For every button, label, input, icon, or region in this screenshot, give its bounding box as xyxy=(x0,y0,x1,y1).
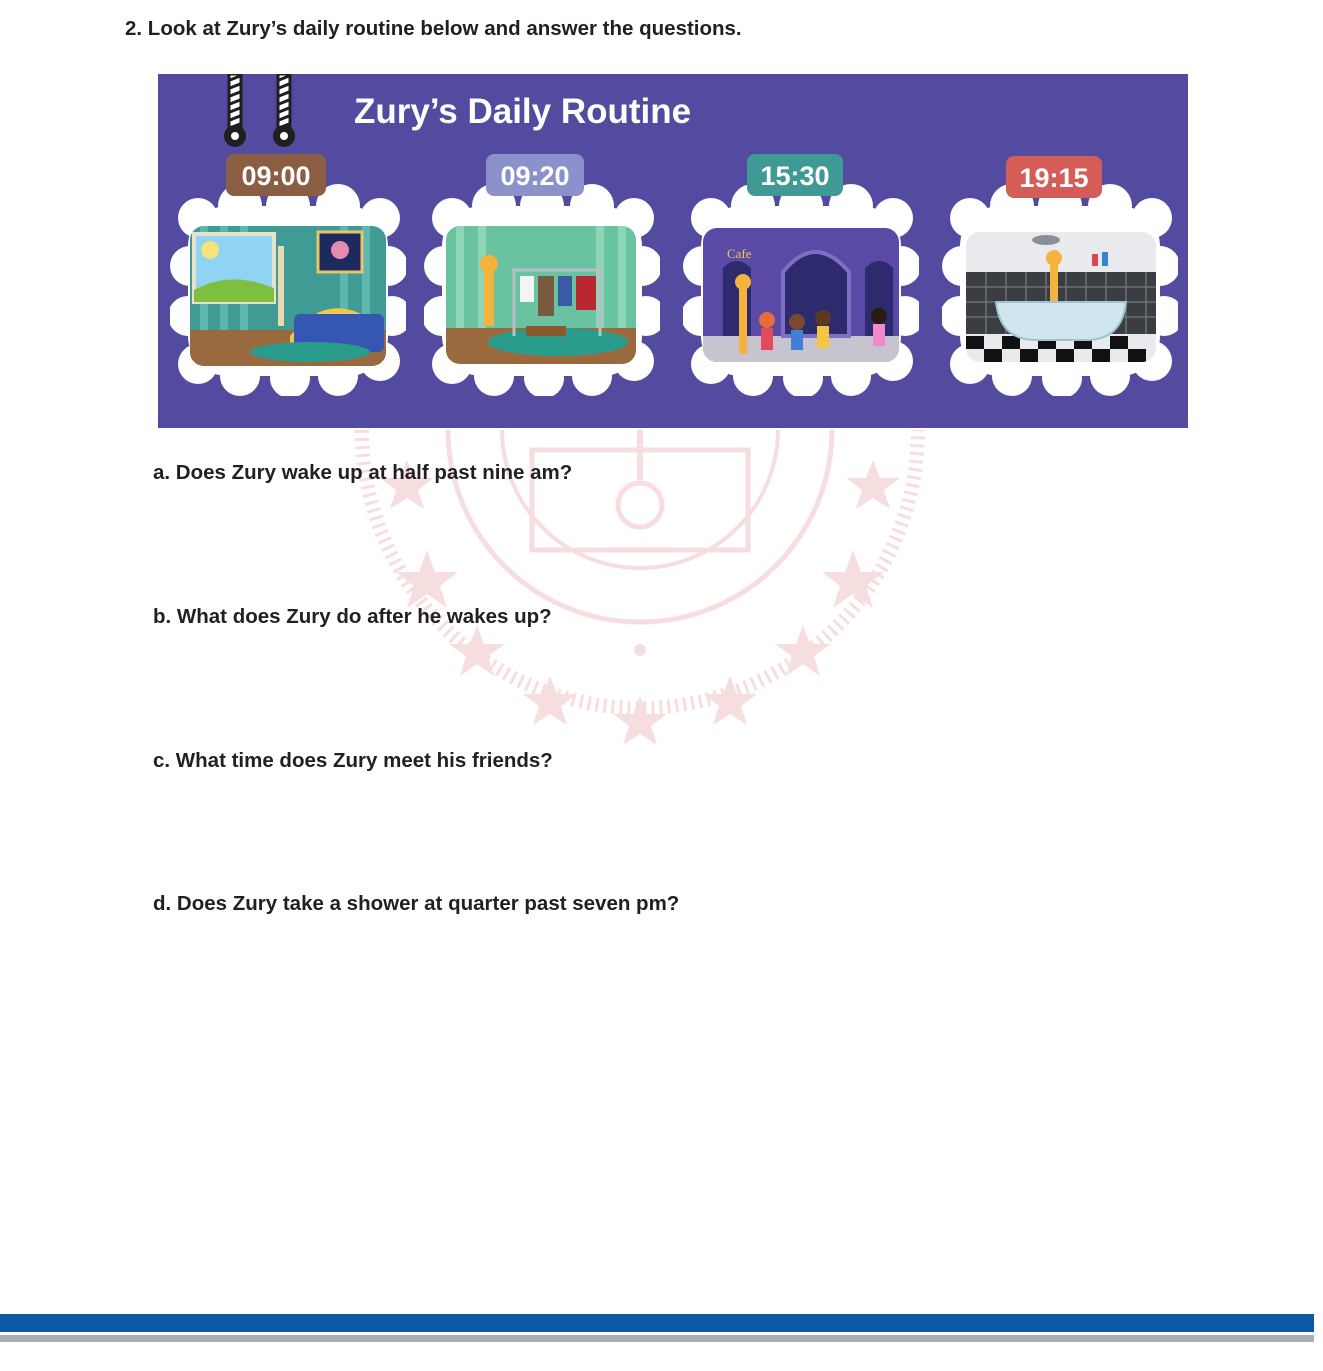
routine-card-get-dressed xyxy=(424,161,660,396)
bedroom-scene-icon xyxy=(190,226,386,366)
time-tag: 19:15 xyxy=(1006,156,1102,198)
question-a: a. Does Zury wake up at half past nine am? xyxy=(153,461,573,484)
question-c: c. What time does Zury meet his friends? xyxy=(153,749,553,772)
clothes-rack-scene-icon xyxy=(446,226,636,364)
bathtub-scene-icon xyxy=(966,232,1156,362)
time-tag: 09:20 xyxy=(486,154,584,196)
hanging-rope-icon xyxy=(271,74,297,148)
question-d: d. Does Zury take a shower at quarter past seven pm? xyxy=(153,892,680,915)
daily-routine-banner xyxy=(158,74,1188,428)
time-tag: 15:30 xyxy=(747,154,843,196)
hanging-rope-icon xyxy=(222,74,248,148)
footer-bar-primary xyxy=(0,1314,1314,1332)
banner-title: Zury’s Daily Routine xyxy=(354,92,692,131)
exercise-instruction: 2. Look at Zury’s daily routine below and answer the questions. xyxy=(125,17,742,40)
routine-card-wake-up xyxy=(170,161,406,396)
routine-card-take-shower xyxy=(942,163,1178,396)
routine-card-meet-friends xyxy=(683,161,919,396)
cafe-friends-scene-icon xyxy=(703,228,899,362)
cafe-sign: Cafe xyxy=(727,246,752,261)
time-tag: 09:00 xyxy=(226,154,326,196)
question-b: b. What does Zury do after he wakes up? xyxy=(153,605,552,628)
footer-bar-secondary xyxy=(0,1335,1314,1342)
